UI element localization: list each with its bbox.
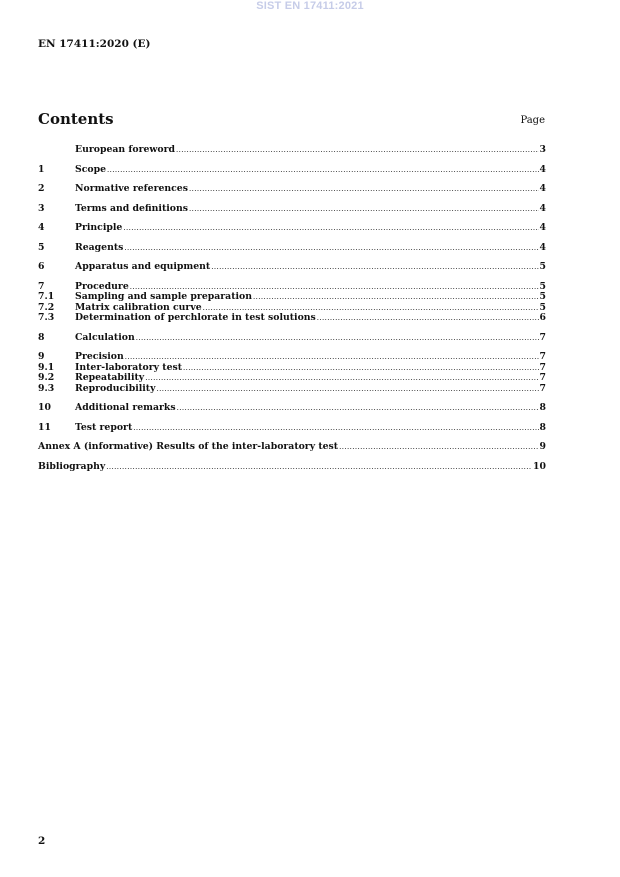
page-number: 2 bbox=[38, 835, 46, 847]
toc-number: 7 bbox=[38, 280, 45, 292]
toc-page: 9 bbox=[539, 441, 546, 452]
toc-title: Precision bbox=[75, 351, 124, 362]
table-of-contents bbox=[38, 145, 546, 472]
toc-entry[interactable] bbox=[38, 373, 546, 384]
toc-page: 3 bbox=[539, 144, 546, 155]
toc-entry[interactable] bbox=[38, 352, 546, 363]
watermark: SIST EN 17411:2021 bbox=[256, 0, 364, 12]
toc-page: 10 bbox=[533, 460, 546, 472]
toc-leader-dots bbox=[133, 423, 538, 434]
toc-title: Matrix calibration curve bbox=[75, 301, 202, 313]
toc-page: 7 bbox=[539, 382, 546, 394]
toc-entry[interactable] bbox=[38, 145, 546, 156]
toc-page: 4 bbox=[539, 202, 546, 214]
toc-number: 9.3 bbox=[38, 382, 55, 394]
toc-leader-dots bbox=[125, 352, 539, 363]
toc-leader-dots bbox=[124, 243, 538, 254]
toc-page: 7 bbox=[539, 351, 546, 362]
toc-entry[interactable] bbox=[38, 262, 546, 273]
toc-page: 5 bbox=[539, 291, 546, 302]
document-id: EN 17411:2020 (E) bbox=[38, 38, 151, 50]
toc-entry[interactable] bbox=[38, 223, 546, 234]
toc-entry[interactable] bbox=[38, 333, 546, 344]
toc-number: 11 bbox=[38, 421, 51, 433]
toc-number: 3 bbox=[38, 202, 45, 214]
toc-leader-dots bbox=[253, 292, 539, 303]
toc-title: Sampling and sample preparation bbox=[75, 291, 252, 302]
toc-leader-dots bbox=[177, 403, 539, 414]
toc-entry[interactable] bbox=[38, 204, 546, 215]
toc-page: 7 bbox=[539, 331, 546, 343]
page-column-label: Page bbox=[520, 115, 545, 126]
toc-number: 9.1 bbox=[38, 361, 55, 373]
toc-leader-dots bbox=[189, 204, 539, 215]
toc-leader-dots bbox=[106, 462, 532, 473]
toc-title: Principle bbox=[75, 222, 123, 233]
toc-number: 10 bbox=[38, 402, 51, 413]
toc-title: Reproducibility bbox=[75, 382, 156, 394]
toc-number: 9 bbox=[38, 351, 45, 362]
toc-title: Test report bbox=[75, 421, 133, 433]
toc-number: 5 bbox=[38, 241, 45, 253]
toc-leader-dots bbox=[211, 262, 538, 273]
toc-leader-dots bbox=[107, 165, 539, 176]
toc-page: 4 bbox=[539, 163, 546, 175]
toc-number: 9.2 bbox=[38, 372, 55, 383]
toc-entry[interactable] bbox=[38, 313, 546, 324]
toc-page: 5 bbox=[539, 280, 546, 292]
toc-page: 6 bbox=[539, 312, 546, 323]
toc-title: Inter-laboratory test bbox=[75, 361, 183, 373]
toc-title: Reagents bbox=[75, 241, 124, 253]
toc-title: Determination of perchlorate in test solutions bbox=[75, 312, 316, 323]
toc-number: 1 bbox=[38, 163, 45, 175]
toc-title: Scope bbox=[75, 163, 106, 175]
toc-entry[interactable] bbox=[38, 403, 546, 414]
toc-leader-dots bbox=[136, 333, 539, 344]
toc-leader-dots bbox=[317, 313, 539, 324]
toc-number: 7.2 bbox=[38, 301, 55, 313]
toc-title: Repeatability bbox=[75, 372, 145, 383]
toc-page: 8 bbox=[539, 402, 546, 413]
toc-title: European foreword bbox=[75, 144, 175, 155]
toc-entry[interactable] bbox=[38, 384, 546, 395]
toc-number: 2 bbox=[38, 183, 45, 194]
toc-number: 6 bbox=[38, 261, 45, 272]
toc-entry[interactable] bbox=[38, 442, 546, 453]
toc-page: 5 bbox=[539, 301, 546, 313]
toc-number: 8 bbox=[38, 331, 45, 343]
toc-number: 7.3 bbox=[38, 312, 55, 323]
toc-title: Bibliography bbox=[38, 460, 106, 472]
toc-title: Normative references bbox=[75, 183, 188, 194]
toc-page: 7 bbox=[539, 361, 546, 373]
toc-entry[interactable] bbox=[38, 165, 546, 176]
toc-entry[interactable] bbox=[38, 184, 546, 195]
toc-leader-dots bbox=[145, 373, 538, 384]
toc-number: 7.1 bbox=[38, 291, 55, 302]
toc-title: Procedure bbox=[75, 280, 129, 292]
toc-entry[interactable] bbox=[38, 462, 546, 473]
toc-title: Annex A (informative) Results of the inter-laboratory test bbox=[38, 441, 339, 452]
toc-page: 7 bbox=[539, 372, 546, 383]
toc-number: 4 bbox=[38, 222, 45, 233]
toc-title: Terms and definitions bbox=[75, 202, 188, 214]
toc-entry[interactable] bbox=[38, 292, 546, 303]
toc-leader-dots bbox=[189, 184, 539, 195]
toc-leader-dots bbox=[339, 442, 538, 453]
toc-page: 4 bbox=[539, 241, 546, 253]
toc-entry[interactable] bbox=[38, 243, 546, 254]
toc-leader-dots bbox=[157, 384, 539, 395]
toc-title: Apparatus and equipment bbox=[75, 261, 211, 272]
toc-page: 5 bbox=[539, 261, 546, 272]
toc-entry[interactable] bbox=[38, 423, 546, 434]
toc-leader-dots bbox=[123, 223, 538, 234]
toc-title: Calculation bbox=[75, 331, 135, 343]
toc-page: 4 bbox=[539, 222, 546, 233]
toc-page: 4 bbox=[539, 183, 546, 194]
toc-title: Additional remarks bbox=[75, 402, 176, 413]
contents-heading: Contents bbox=[38, 110, 114, 128]
toc-leader-dots bbox=[183, 363, 538, 374]
toc-leader-dots bbox=[176, 145, 539, 156]
toc-page: 8 bbox=[539, 421, 546, 433]
